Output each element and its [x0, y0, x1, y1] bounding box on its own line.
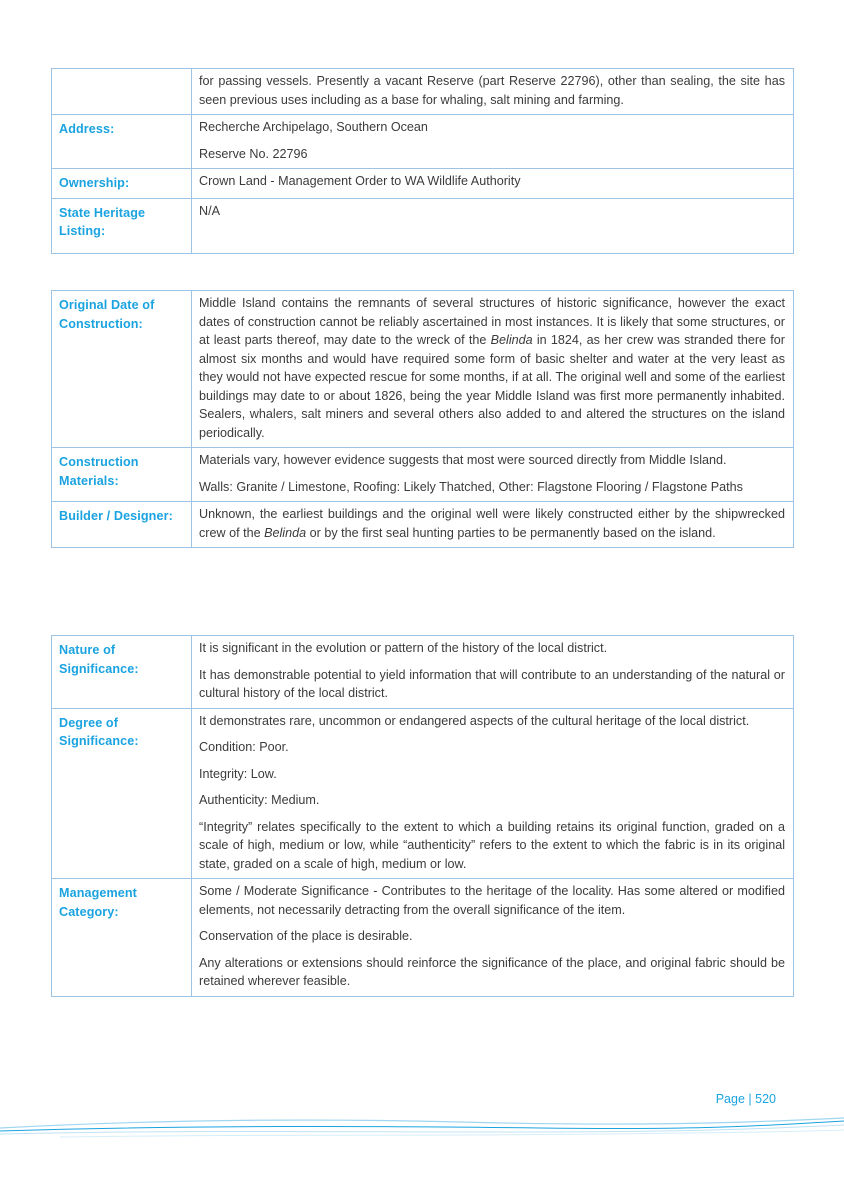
ship-name: Belinda — [490, 333, 533, 347]
continuation-text: for passing vessels. Presently a vacant Reserve (part Reserve 22796), other than sealing, the site has seen previous uses including as a base for whaling, salt mining and farming. — [199, 74, 785, 107]
management-text: Some / Moderate Significance - Contributes to the heritage of the locality. Has some altered or modified elements, not necessarily detracting from the overall significance of the item. — [199, 884, 785, 917]
address-label: Address: — [52, 115, 192, 169]
builder-label: Builder / Designer: — [52, 502, 192, 548]
significance-table — [51, 635, 794, 997]
degree-text: It demonstrates rare, uncommon or endangered aspects of the cultural heritage of the local district. — [199, 713, 750, 728]
management-value — [192, 879, 794, 997]
table-row — [52, 448, 794, 502]
page-separator: | — [748, 1092, 752, 1106]
page-number — [716, 1092, 776, 1106]
heritage-listing-value — [192, 198, 794, 253]
property-details-table — [51, 68, 794, 254]
nature-value — [192, 636, 794, 709]
ownership-value — [192, 169, 794, 199]
integrity-text: Integrity: Low. — [199, 766, 277, 781]
management-text: Any alterations or extensions should reinforce the significance of the place, and original fabric should be retained wherever feasible. — [199, 955, 785, 988]
page-number-value: 520 — [755, 1092, 776, 1106]
address-line: Recherche Archipelago, Southern Ocean — [199, 120, 428, 134]
materials-value — [192, 448, 794, 502]
table-row — [52, 879, 794, 997]
original-date-value — [192, 291, 794, 448]
materials-text: Materials vary, however evidence suggests that most were sourced directly from Middle Island. — [199, 453, 727, 467]
table-row — [52, 708, 794, 879]
ownership-label: Ownership: — [52, 169, 192, 199]
degree-label: Degree of Significance: — [52, 708, 192, 879]
condition-text: Condition: Poor. — [199, 740, 289, 754]
nature-text: It is significant in the evolution or pattern of the history of the local district. — [199, 641, 608, 655]
heritage-listing-text: N/A — [199, 203, 220, 218]
builder-text — [199, 505, 785, 542]
nature-label: Nature of Significance: — [52, 636, 192, 709]
materials-text: Walls: Granite / Limestone, Roofing: Likely Thatched, Other: Flagstone Flooring / Flagstone Paths — [199, 479, 743, 494]
description-continuation — [192, 69, 794, 115]
degree-value — [192, 708, 794, 879]
materials-label: Construction Materials: — [52, 448, 192, 502]
footer-wave-decoration — [0, 1110, 844, 1140]
empty-label-cell — [52, 69, 192, 115]
text-span: or by the first seal hunting parties to be permanently based on the island. — [306, 525, 716, 540]
text-span: Middle Island contains the remnants of several structures of historic significance, however the exact dates of construction cannot be reliably ascertained in most instances. It is likely that some structures, or at least parts thereof, may date to the wreck of the — [199, 296, 785, 347]
construction-details-table — [51, 290, 794, 548]
page-word: Page — [715, 1092, 745, 1106]
table-row — [52, 169, 794, 199]
ship-name: Belinda — [264, 525, 307, 540]
table-row — [52, 291, 794, 448]
text-span: in 1824, as her crew was stranded there for almost six months and would have required some form of basic shelter and water at the very least as they would not have expected rescue for some months, if at all. The original well and some of the earliest buildings may date to or about 1826, being the year Middle Island was first more permanently inhabited. Sealers, whalers, salt miners and several others also added to and altered the structures on the island periodically. — [199, 333, 785, 440]
heritage-listing-label: State Heritage Listing: — [52, 198, 192, 253]
authenticity-text: Authenticity: Medium. — [199, 793, 320, 807]
address-value — [192, 115, 794, 169]
original-date-label: Original Date of Construction: — [52, 291, 192, 448]
definition-text: “Integrity” relates specifically to the extent to which a building retains its original function, graded on a scale of high, medium or low, while “authenticity” refers to the extent to which the fabric is in its original state, graded on a scale of high, medium or low. — [199, 819, 785, 871]
builder-value — [192, 502, 794, 548]
nature-text: It has demonstrable potential to yield information that will contribute to an understanding of the natural or cultural history of the local district. — [199, 667, 785, 700]
text-span: Unknown, the earliest buildings and the original well were likely constructed either by the shipwrecked crew of the — [199, 507, 785, 540]
table-row — [52, 502, 794, 548]
ownership-text: Crown Land - Management Order to WA Wildlife Authority — [199, 174, 521, 188]
table-row — [52, 636, 794, 709]
original-date-text — [199, 294, 785, 442]
table-row — [52, 198, 794, 253]
address-line: Reserve No. 22796 — [199, 146, 308, 161]
management-text: Conservation of the place is desirable. — [199, 929, 413, 943]
table-row — [52, 69, 794, 115]
management-label: Management Category: — [52, 879, 192, 997]
table-row — [52, 115, 794, 169]
